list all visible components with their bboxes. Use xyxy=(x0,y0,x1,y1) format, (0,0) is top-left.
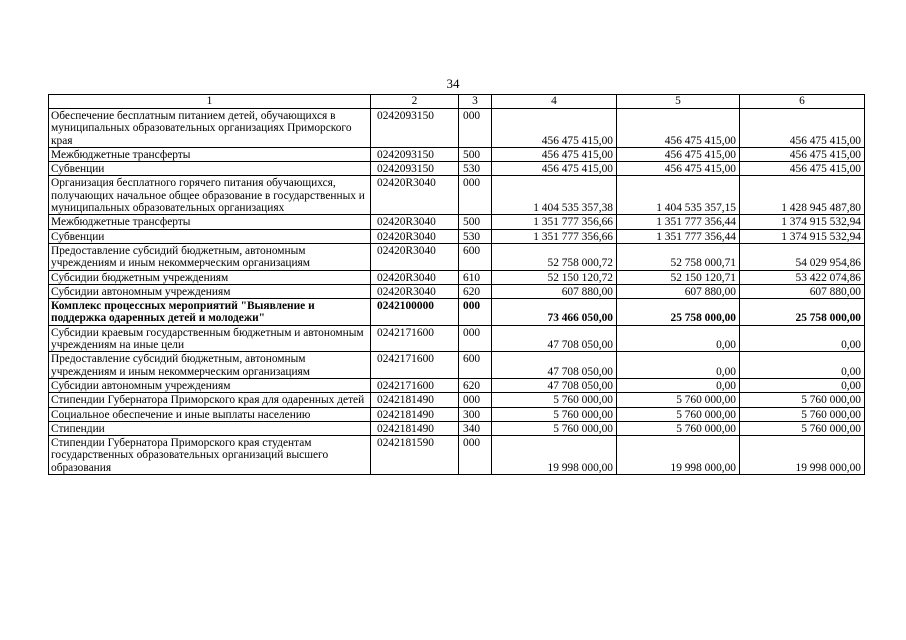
row-code-cell: 02420R3040 xyxy=(371,215,459,229)
row-value-5-cell: 25 758 000,00 xyxy=(617,299,740,326)
row-value-6-cell: 1 374 915 532,94 xyxy=(740,215,865,229)
table-row xyxy=(49,109,865,148)
row-name-cell: Межбюджетные трансферты xyxy=(49,215,371,229)
row-value-4-cell: 456 475 415,00 xyxy=(492,109,617,148)
row-value-4-cell: 47 708 050,00 xyxy=(492,378,617,392)
row-value-4-cell: 607 880,00 xyxy=(492,284,617,298)
row-value-6-cell: 53 422 074,86 xyxy=(740,270,865,284)
row-name-cell: Субсидии бюджетным учреждениям xyxy=(49,270,371,284)
row-value-4-cell: 1 351 777 356,66 xyxy=(492,229,617,243)
row-value-6-cell: 1 374 915 532,94 xyxy=(740,229,865,243)
row-type-cell: 530 xyxy=(459,162,492,176)
row-value-6-cell: 456 475 415,00 xyxy=(740,147,865,161)
row-value-5-cell: 456 475 415,00 xyxy=(617,109,740,148)
row-value-6-cell: 1 428 945 487,80 xyxy=(740,176,865,215)
table-row xyxy=(49,407,865,421)
row-value-5-cell: 1 404 535 357,15 xyxy=(617,176,740,215)
row-value-5-cell: 0,00 xyxy=(617,325,740,352)
table-row xyxy=(49,147,865,161)
row-value-6-cell: 54 029 954,86 xyxy=(740,243,865,270)
row-type-cell: 000 xyxy=(459,436,492,475)
row-code-cell: 0242181490 xyxy=(371,407,459,421)
row-name-cell: Стипендии xyxy=(49,421,371,435)
row-value-4-cell: 1 351 777 356,66 xyxy=(492,215,617,229)
row-value-5-cell: 607 880,00 xyxy=(617,284,740,298)
row-type-cell: 500 xyxy=(459,147,492,161)
column-header: 3 xyxy=(459,95,492,109)
row-code-cell: 0242171600 xyxy=(371,378,459,392)
row-value-5-cell: 0,00 xyxy=(617,352,740,379)
row-value-5-cell: 1 351 777 356,44 xyxy=(617,229,740,243)
row-code-cell: 02420R3040 xyxy=(371,229,459,243)
row-name-cell: Субсидии автономным учреждениям xyxy=(49,378,371,392)
row-type-cell: 620 xyxy=(459,378,492,392)
row-value-4-cell: 456 475 415,00 xyxy=(492,162,617,176)
row-code-cell: 02420R3040 xyxy=(371,243,459,270)
row-type-cell: 000 xyxy=(459,325,492,352)
row-type-cell: 300 xyxy=(459,407,492,421)
table-row xyxy=(49,393,865,407)
row-value-6-cell: 5 760 000,00 xyxy=(740,393,865,407)
table-row xyxy=(49,421,865,435)
row-type-cell: 340 xyxy=(459,421,492,435)
row-name-cell: Субсидии краевым государственным бюджетным и автономным учреждениям на иные цели xyxy=(49,325,371,352)
row-value-5-cell: 5 760 000,00 xyxy=(617,407,740,421)
row-value-6-cell: 5 760 000,00 xyxy=(740,407,865,421)
row-value-5-cell: 5 760 000,00 xyxy=(617,393,740,407)
row-name-cell: Комплекс процессных мероприятий "Выявление и поддержка одаренных детей и молодежи" xyxy=(49,299,371,326)
row-type-cell: 530 xyxy=(459,229,492,243)
row-type-cell: 620 xyxy=(459,284,492,298)
row-value-4-cell: 47 708 050,00 xyxy=(492,352,617,379)
table-row xyxy=(49,352,865,379)
table-row xyxy=(49,436,865,475)
row-code-cell: 02420R3040 xyxy=(371,284,459,298)
row-code-cell: 0242171600 xyxy=(371,325,459,352)
row-value-5-cell: 456 475 415,00 xyxy=(617,147,740,161)
column-header: 1 xyxy=(49,95,371,109)
row-value-5-cell: 0,00 xyxy=(617,378,740,392)
row-code-cell: 0242181490 xyxy=(371,421,459,435)
table-row xyxy=(49,243,865,270)
row-type-cell: 500 xyxy=(459,215,492,229)
row-value-6-cell: 0,00 xyxy=(740,378,865,392)
row-value-4-cell: 47 708 050,00 xyxy=(492,325,617,352)
row-value-6-cell: 0,00 xyxy=(740,325,865,352)
row-type-cell: 000 xyxy=(459,109,492,148)
column-header: 5 xyxy=(617,95,740,109)
row-type-cell: 000 xyxy=(459,393,492,407)
row-value-6-cell: 607 880,00 xyxy=(740,284,865,298)
row-value-6-cell: 0,00 xyxy=(740,352,865,379)
budget-table xyxy=(48,94,865,475)
table-row xyxy=(49,162,865,176)
row-name-cell: Обеспечение бесплатным питанием детей, обучающихся в муниципальных образовательных организациях Приморского края xyxy=(49,109,371,148)
table-header-row xyxy=(49,95,865,109)
row-value-4-cell: 73 466 050,00 xyxy=(492,299,617,326)
table-row xyxy=(49,229,865,243)
row-type-cell: 000 xyxy=(459,176,492,215)
row-name-cell: Стипендии Губернатора Приморского края для одаренных детей xyxy=(49,393,371,407)
column-header: 2 xyxy=(371,95,459,109)
row-name-cell: Субвенции xyxy=(49,229,371,243)
row-code-cell: 02420R3040 xyxy=(371,176,459,215)
page-number: 34 xyxy=(446,76,460,91)
row-value-6-cell: 19 998 000,00 xyxy=(740,436,865,475)
row-value-6-cell: 5 760 000,00 xyxy=(740,421,865,435)
row-type-cell: 610 xyxy=(459,270,492,284)
row-code-cell: 0242181490 xyxy=(371,393,459,407)
row-code-cell: 0242100000 xyxy=(371,299,459,326)
table-row xyxy=(49,176,865,215)
row-value-5-cell: 456 475 415,00 xyxy=(617,162,740,176)
row-name-cell: Предоставление субсидий бюджетным, автономным учреждениям и иным некоммерческим организациям xyxy=(49,243,371,270)
row-name-cell: Субсидии автономным учреждениям xyxy=(49,284,371,298)
row-value-4-cell: 456 475 415,00 xyxy=(492,147,617,161)
table-row xyxy=(49,215,865,229)
row-value-6-cell: 456 475 415,00 xyxy=(740,109,865,148)
row-type-cell: 000 xyxy=(459,299,492,326)
row-code-cell: 0242171600 xyxy=(371,352,459,379)
row-name-cell: Социальное обеспечение и иные выплаты населению xyxy=(49,407,371,421)
row-value-4-cell: 52 150 120,72 xyxy=(492,270,617,284)
row-code-cell: 02420R3040 xyxy=(371,270,459,284)
row-name-cell: Субвенции xyxy=(49,162,371,176)
column-header: 4 xyxy=(492,95,617,109)
row-code-cell: 0242093150 xyxy=(371,109,459,148)
row-value-5-cell: 1 351 777 356,44 xyxy=(617,215,740,229)
row-value-5-cell: 52 150 120,71 xyxy=(617,270,740,284)
table-row xyxy=(49,378,865,392)
row-name-cell: Предоставление субсидий бюджетным, автономным учреждениям и иным некоммерческим организациям xyxy=(49,352,371,379)
row-value-6-cell: 456 475 415,00 xyxy=(740,162,865,176)
row-type-cell: 600 xyxy=(459,243,492,270)
row-name-cell: Стипендии Губернатора Приморского края студентам государственных образовательных организаций высшего образования xyxy=(49,436,371,475)
row-value-4-cell: 1 404 535 357,38 xyxy=(492,176,617,215)
row-name-cell: Организация бесплатного горячего питания обучающихся, получающих начальное общее образование в государственных и муниципальных образовательных организациях xyxy=(49,176,371,215)
column-header: 6 xyxy=(740,95,865,109)
table-row xyxy=(49,299,865,326)
row-type-cell: 600 xyxy=(459,352,492,379)
table-row xyxy=(49,270,865,284)
row-code-cell: 0242181590 xyxy=(371,436,459,475)
row-value-4-cell: 5 760 000,00 xyxy=(492,393,617,407)
row-value-5-cell: 52 758 000,71 xyxy=(617,243,740,270)
row-value-4-cell: 52 758 000,72 xyxy=(492,243,617,270)
row-code-cell: 0242093150 xyxy=(371,162,459,176)
row-value-6-cell: 25 758 000,00 xyxy=(740,299,865,326)
row-value-4-cell: 5 760 000,00 xyxy=(492,421,617,435)
table-row xyxy=(49,325,865,352)
row-value-5-cell: 19 998 000,00 xyxy=(617,436,740,475)
row-value-4-cell: 19 998 000,00 xyxy=(492,436,617,475)
row-name-cell: Межбюджетные трансферты xyxy=(49,147,371,161)
table-row xyxy=(49,284,865,298)
row-value-4-cell: 5 760 000,00 xyxy=(492,407,617,421)
row-value-5-cell: 5 760 000,00 xyxy=(617,421,740,435)
row-code-cell: 0242093150 xyxy=(371,147,459,161)
